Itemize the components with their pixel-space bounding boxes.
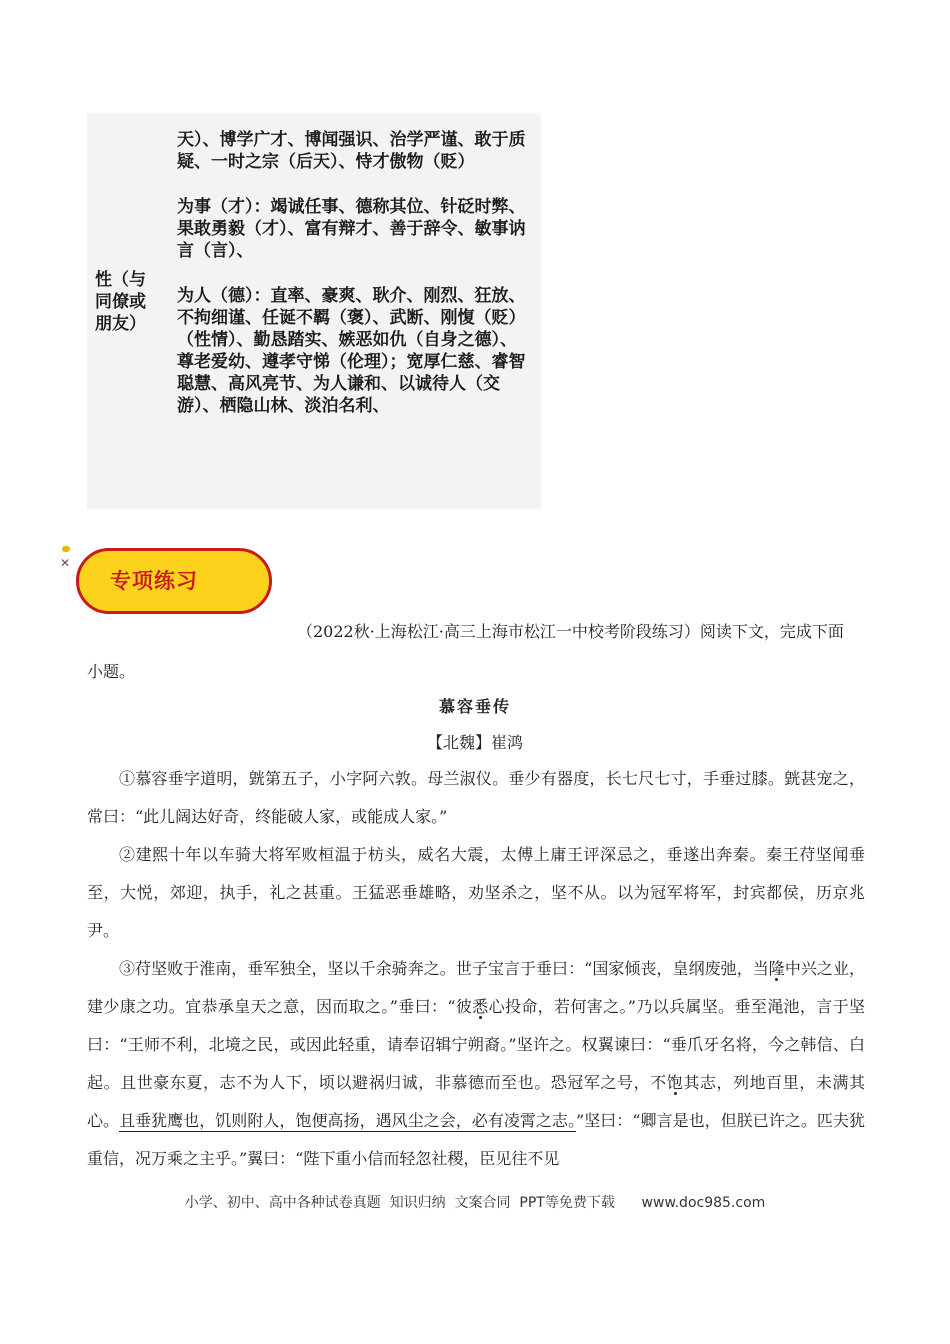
article-paragraph-1: ①慕容垂字道明，皝第五子，小字阿六敦。母兰淑仪。垂少有器度，长七尺七寸，手垂过膝。皝甚宠之，常曰：“此儿阔达好奇，终能破人家，或能成人家。” xyxy=(87,769,865,826)
table-paragraph: 为人（德）：直率、豪爽、耿介、刚烈、狂放、不拘细谨、任诞不羁（褒）、武断、刚愎（贬）（性情）、勤恳踏实、嫉恶如仇（自身之德）、尊老爱幼、遵孝守悌（伦理）；宽厚仁慈、睿智聪慧、高风亮节、为人谦和、以诚待人（交游）、栖隐山林、淡泊名利、 xyxy=(177,286,526,416)
emphasis-dot-char: 饱 xyxy=(666,1073,684,1092)
emphasis-dot-char: 悉 xyxy=(472,997,489,1016)
sparkle-icon: ✕ xyxy=(60,556,71,570)
table-paragraph: 为事（才）：竭诚任事、德称其位、针砭时弊、果敢勇毅（才）、富有辩才、善于辞令、敏事讷言（言）、 xyxy=(177,197,526,261)
table-paragraph: 天）、博学广才、博闻强识、治学严谨、敢于质疑、一时之宗（后天）、恃才傲物（贬） xyxy=(177,130,526,172)
section-badge-label: 专项练习 xyxy=(110,569,198,593)
table-left-label: 性（与同僚或朋友） xyxy=(95,270,146,334)
article-paragraph-2: ②建熙十年以车骑大将军败桓温于枋头，威名大震，太傅上庸王评深忌之，垂遂出奔秦。秦王苻坚闻垂至，大悦，郊迎，执手，礼之甚重。王猛恶垂雄略，劝坚杀之，坚不从。以为冠军将军，封宾都侯，历京兆尹。 xyxy=(87,845,865,940)
section-badge xyxy=(58,540,278,620)
question-source: （2022秋·上海松江·高三上海市松江一中校考阶段练习）阅读下文，完成下面 xyxy=(297,622,844,641)
traits-table xyxy=(87,113,541,509)
question-tail: 小题。 xyxy=(87,662,136,681)
emphasis-dot-char: 隆 xyxy=(768,959,785,978)
article-title: 慕容垂传 xyxy=(438,697,511,716)
question-intro xyxy=(87,612,877,692)
article-author: 【北魏】崔鸿 xyxy=(426,733,523,752)
underlined-sentence: 且垂犹鹰也，饥则附人，饱便高扬，遇风尘之会，必有凌霄之志。 xyxy=(119,1111,577,1130)
badge-shape xyxy=(76,548,272,614)
dot-decoration xyxy=(62,546,70,552)
article-body xyxy=(87,760,865,1178)
article-paragraph-3: ③苻坚败于淮南，垂军独全，坚以千余骑奔之。世子宝言于垂曰：“国家倾丧，皇纲废弛，当隆中兴之业，建少康之功。宜恭承皇天之意，因而取之。”垂曰：“彼悉心投命，若何害之。”乃以兵属坚。垂至渑池，言于坚曰：“王师不利，北境之民，或因此轻重，请奉诏辑宁朔裔。”坚许之。权翼谏曰：“垂爪牙名将，今之韩信、白起。且世豪东夏，志不为人下，顷以避祸归诚，非慕德而至也。恐冠军之号，不饱其志，列地百里，未满其心。且垂犹鹰也，饥则附人，饱便高扬，遇风尘之会，必有凌霄之志。”坚曰：“卿言是也，但朕已许之。匹夫犹重信，况万乘之主乎。”翼曰：“陛下重小信而轻忽社稷，臣见往不见 xyxy=(87,959,865,1168)
table-right-cell xyxy=(177,129,527,417)
page-footer: 小学、初中、高中各种试卷真题 知识归纳 文案合同 PPT等免费下载 www.doc985.com xyxy=(184,1195,766,1211)
